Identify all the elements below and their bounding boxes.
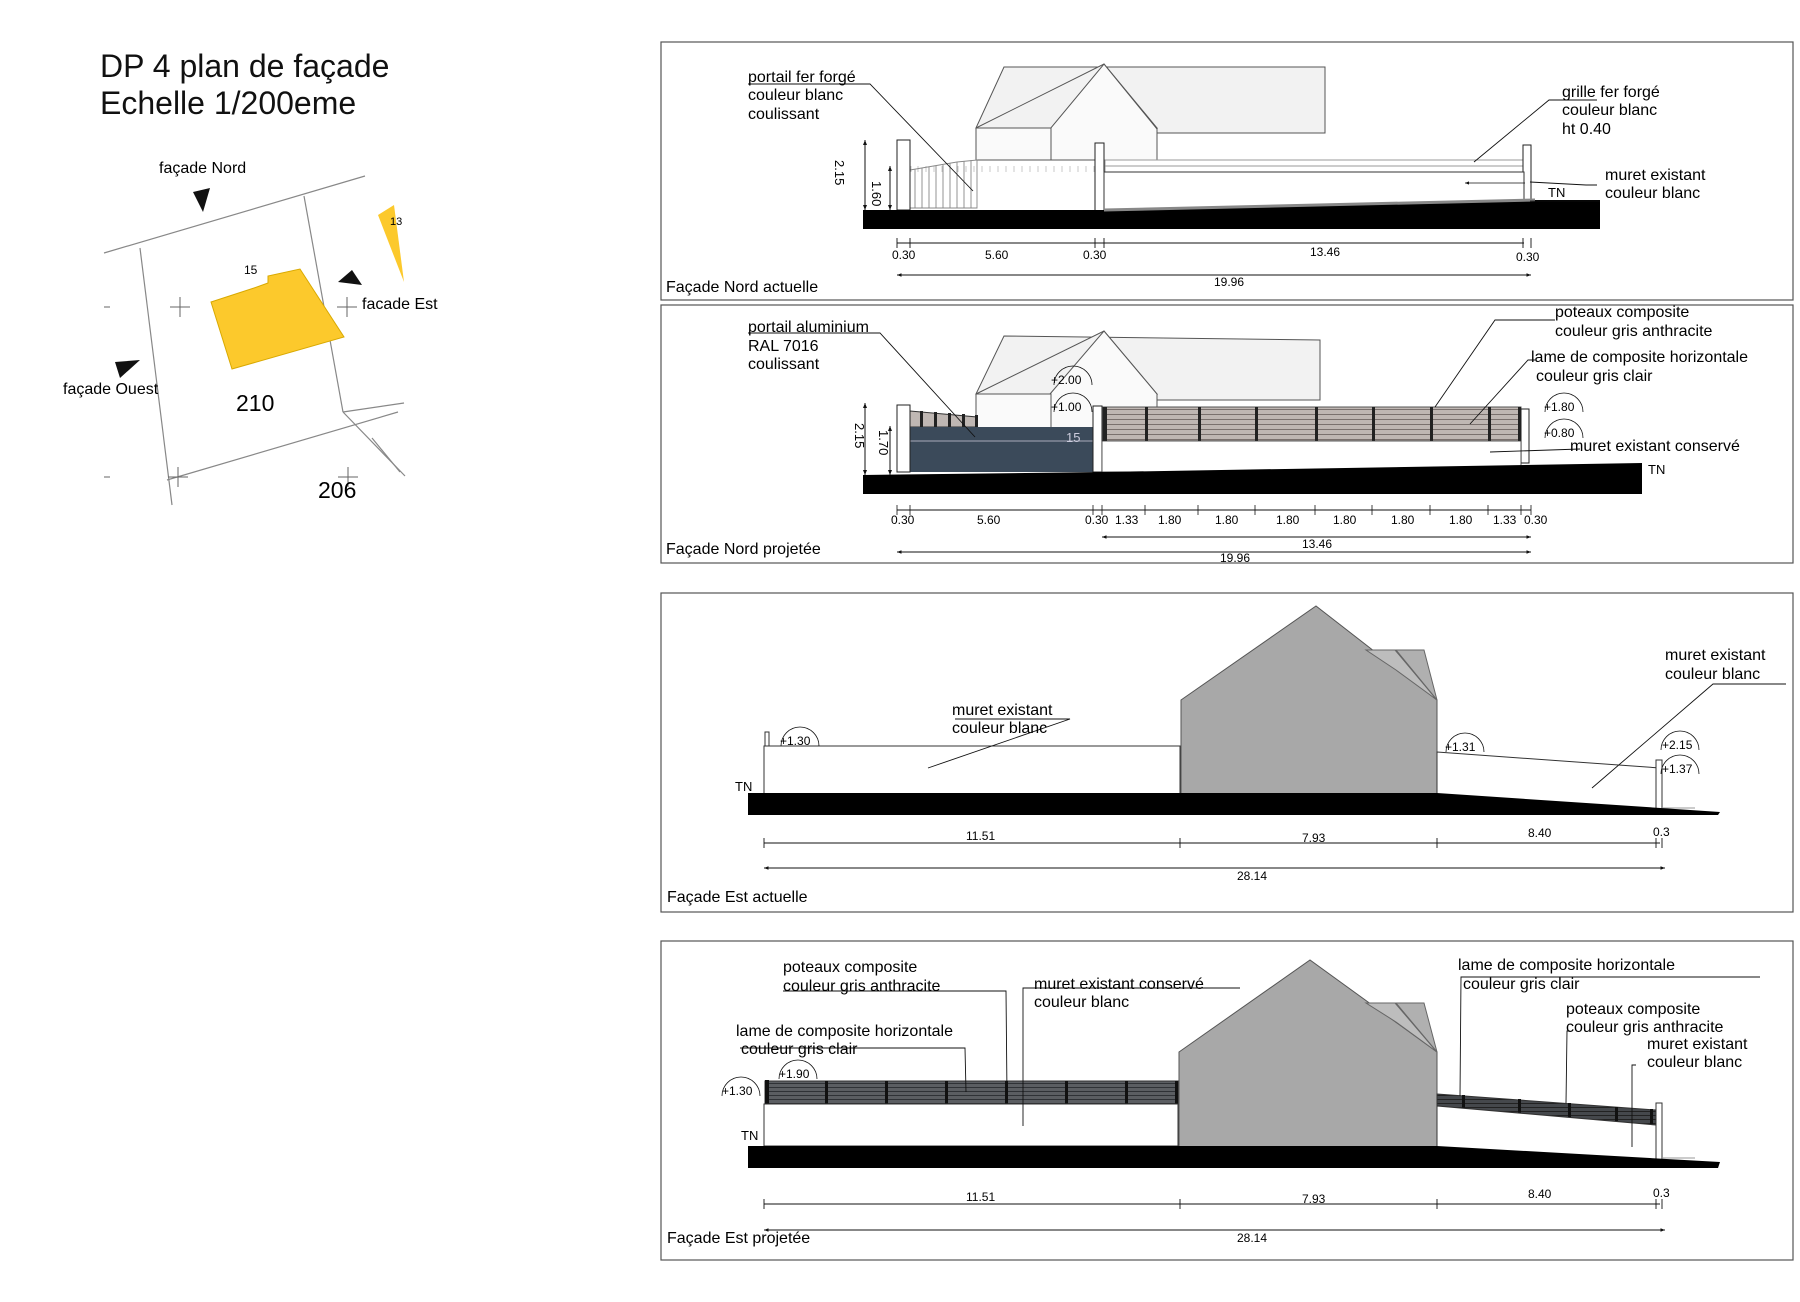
level: +1.31: [1445, 740, 1476, 754]
caption-est-projetee: Façade Est projetée: [667, 1230, 811, 1247]
level: +1.90: [779, 1067, 810, 1081]
label-muret-line: couleur blanc: [1605, 185, 1701, 202]
tn-label: TN: [741, 1128, 759, 1143]
dim: 0.30: [1524, 513, 1548, 527]
gate-number: 15: [1066, 430, 1081, 445]
dim: 0.30: [892, 248, 916, 262]
height-2-15: 2.15: [832, 160, 847, 186]
level: +1.00: [1051, 400, 1082, 414]
panel-nord-actuelle: [661, 42, 1793, 300]
label-poteaux-line: couleur gris anthracite: [1566, 1019, 1724, 1036]
level: +2.00: [1051, 373, 1082, 387]
panel-est-actuelle: [661, 593, 1793, 912]
label-gate-line: coulissant: [748, 106, 820, 123]
height-1-60: 1.60: [869, 181, 884, 207]
label-poteaux-line: poteaux composite: [1566, 1001, 1701, 1018]
parcel-210-label: 210: [236, 390, 275, 416]
label-muret-line: couleur blanc: [952, 720, 1048, 737]
dim: 1.80: [1158, 513, 1182, 527]
dim: 1.33: [1493, 513, 1517, 527]
panel-est-projetee: [661, 941, 1793, 1260]
grille-fer-forge: [1105, 160, 1525, 172]
label-muret-line: muret existant: [952, 702, 1053, 719]
label-poteaux-line: poteaux composite: [783, 959, 918, 976]
label-lame-line: lame de composite horizontale: [1458, 957, 1676, 974]
dim: 1.80: [1215, 513, 1239, 527]
dim: 1.33: [1115, 513, 1139, 527]
label-grille-line: ht 0.40: [1562, 121, 1611, 138]
label-facade-est: facade Est: [362, 296, 438, 313]
level: +1.80: [1544, 400, 1575, 414]
label-gate-line: RAL 7016: [748, 338, 819, 355]
height-1-70: 1.70: [876, 430, 891, 456]
dims-nord-actuelle: [892, 245, 1540, 289]
dim-total: 28.14: [1237, 1231, 1268, 1245]
label-muret-line: muret existant conservé: [1034, 976, 1204, 993]
panel-nord-projetee: [661, 304, 1793, 565]
height-2-15: 2.15: [852, 423, 867, 449]
dim: 0.30: [891, 513, 915, 527]
dim: 0.30: [1083, 248, 1107, 262]
title-line-2: Echelle 1/200eme: [100, 85, 357, 121]
level: +1.30: [722, 1084, 753, 1098]
label-grille-line: couleur blanc: [1562, 102, 1658, 119]
dim: 7.93: [1302, 1192, 1326, 1206]
label-poteaux-line: poteaux composite: [1555, 304, 1690, 321]
label-muret-conserve: muret existant conservé: [1570, 438, 1740, 455]
title-line-1: DP 4 plan de façade: [100, 48, 390, 84]
dim: 11.51: [966, 1190, 996, 1204]
label-gate-line: portail fer forgé: [748, 69, 856, 86]
label-lame-line: couleur gris clair: [741, 1041, 858, 1058]
dim: 0.3: [1653, 825, 1670, 839]
label-muret-line: couleur blanc: [1665, 666, 1761, 683]
label-muret-line: muret existant: [1647, 1036, 1748, 1053]
label-facade-nord: façade Nord: [159, 160, 247, 177]
arrow-west-marker: [115, 360, 140, 378]
parcel-206-label: 206: [318, 477, 357, 503]
label-lame-line: couleur gris clair: [1463, 976, 1580, 993]
dim: 1.80: [1333, 513, 1357, 527]
label-gate-line: coulissant: [748, 356, 820, 373]
label-muret-line: couleur blanc: [1034, 994, 1130, 1011]
label-lame-line: couleur gris clair: [1536, 368, 1653, 385]
dim: 0.3: [1653, 1186, 1670, 1200]
label-muret-line: muret existant: [1665, 647, 1766, 664]
tn-label: TN: [1648, 462, 1666, 477]
house-est: [1181, 606, 1437, 795]
dim: 1.80: [1391, 513, 1415, 527]
dim: 0.30: [1085, 513, 1109, 527]
label-grille-line: grille fer forgé: [1562, 84, 1660, 101]
arrow-north-marker: [193, 188, 210, 212]
label-poteaux-line: couleur gris anthracite: [783, 978, 941, 995]
dim-total: 19.96: [1220, 551, 1251, 565]
label-muret-line: muret existant: [1605, 167, 1706, 184]
dim: 8.40: [1528, 1187, 1552, 1201]
level: +2.15: [1662, 738, 1693, 752]
dim: 11.51: [966, 829, 996, 843]
dim: 7.93: [1302, 831, 1326, 845]
dim: 1.80: [1276, 513, 1300, 527]
label-gate-line: portail aluminium: [748, 319, 869, 336]
level: +0.80: [1544, 426, 1575, 440]
label-lame-line: lame de composite horizontale: [736, 1023, 954, 1040]
dim-total: 28.14: [1237, 869, 1268, 883]
parcel-13-label: 13: [390, 216, 403, 228]
caption-est-actuelle: Façade Est actuelle: [667, 889, 808, 906]
tn-label: TN: [735, 779, 753, 794]
tn-label: TN: [1548, 185, 1566, 200]
parcel-15-label: 15: [244, 263, 258, 277]
dim-subtotal: 13.46: [1302, 537, 1333, 551]
label-gate-line: couleur blanc: [748, 87, 844, 104]
dim: 13.46: [1310, 245, 1341, 259]
caption-nord-projetee: Façade Nord projetée: [666, 541, 821, 558]
building-15: [211, 269, 344, 369]
label-poteaux-line: couleur gris anthracite: [1555, 323, 1713, 340]
portail-fer-forge: [910, 160, 977, 208]
dim-total: 19.96: [1214, 275, 1245, 289]
label-muret-line: couleur blanc: [1647, 1054, 1743, 1071]
dim: 8.40: [1528, 826, 1552, 840]
label-lame-line: lame de composite horizontale: [1531, 349, 1749, 366]
site-plan: [63, 160, 438, 505]
level: +1.37: [1662, 762, 1693, 776]
label-facade-ouest: façade Ouest: [63, 381, 159, 398]
dim: 5.60: [977, 513, 1001, 527]
dim: 5.60: [985, 248, 1009, 262]
dim: 0.30: [1516, 250, 1540, 264]
dim: 1.80: [1449, 513, 1473, 527]
caption-nord-actuelle: Façade Nord actuelle: [666, 279, 819, 296]
arrow-east-marker: [338, 270, 362, 285]
level: +1.30: [780, 734, 811, 748]
